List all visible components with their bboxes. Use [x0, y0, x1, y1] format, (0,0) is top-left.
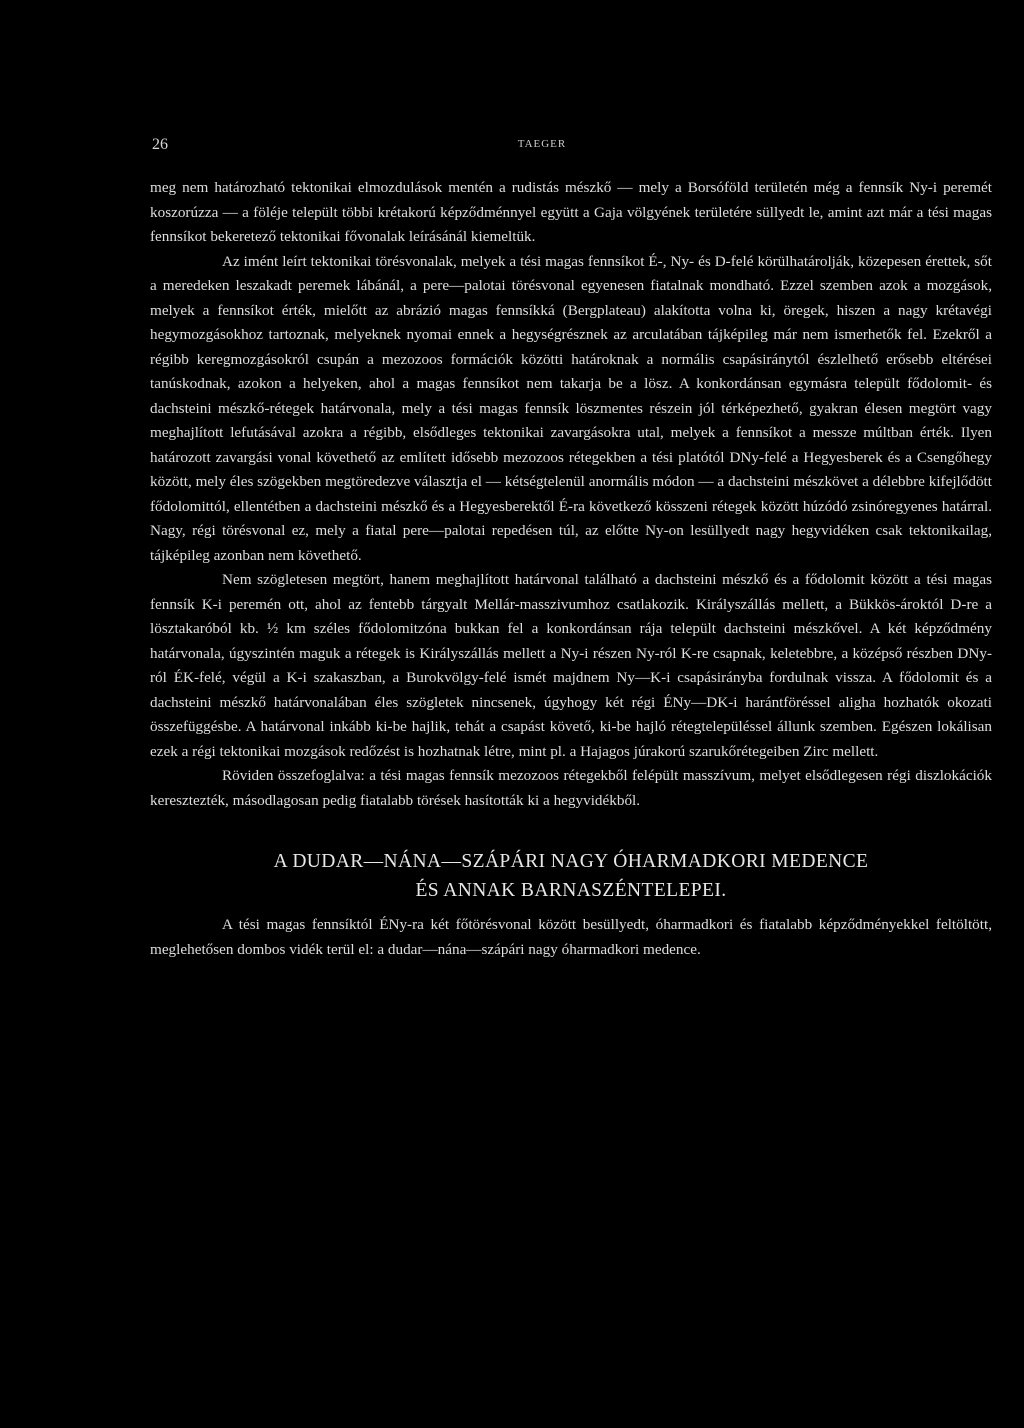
section-heading	[150, 813, 992, 913]
page-number: 26	[152, 136, 168, 153]
section-paragraph: A tési magas fennsíktól ÉNy-ra két főtörésvonal között besüllyedt, óharmadkori és fiatalabb képződményekkel feltöltött, meglehetősen dombos vidék terül el: a dudar—nána—szápári nagy óharmadkori medence.	[150, 916, 992, 958]
paragraph-4: Röviden összefoglalva: a tési magas fennsík mezozoos rétegekből felépült masszívum, melyet elsődlegesen régi diszlokációk keresztezték, másodlagosan pedig fiatalabb törések hasították ki a hegyvidékből.	[150, 767, 992, 809]
paragraph-1: meg nem határozható tektonikai elmozdulások mentén a rudistás mészkő — mely a Borsóföld területén még a fennsík Ny-i peremét koszorúzza — a föléje települt többi krétakorú képződménnyel együtt a Gaja völgyének területére süllyedt le, amint azt már a tési magas fennsíkot bekeretező tektonikai fővonalak leírásánál kiemeltük.	[150, 179, 992, 245]
running-title: TAEGER	[517, 138, 567, 150]
paragraph-3: Nem szögletesen megtört, hanem meghajlított határvonal található a dachsteini mészkő és a fődolomit között a tési magas fennsík K-i peremén ott, ahol az fentebb tárgyalt Mellár-masszivumhoz csatlakozik. Királyszállás mellett, a Bükkös-ároktól D-re a lösztakaróból kb. ½ km széles fődolomitzóna bukkan fel a konkordánsan rája települt dachsteini mészkővel. A két képződmény határvonala, úgyszintén maguk a rétegek is Királyszállás mellett a Ny-i részen Ny-ról K-re csapnak, keletebbre, a középső részben DNy-ról ÉK-felé, végül a K-i szakaszban, a Burokvölgy-felé ismét majdnem Ny—K-i csapásirányba fordulnak vissza. A fődolomit és a dachsteini mészkő határvonalában éles szögletek nincsenek, úgyhogy két régi ÉNy—DK-i harántföréssel aligha hozhatók okozati összefüggésbe. A határvonal inkább ki-be hajlik, tehát a csapást követő, ki-be hajló rétegtelepüléssel állunk szemben. Egészen lokálisan ezek a régi tektonikai mozgások redőzést is hozhatnak létre, mint pl. a Hajagos júrakorú szarukőrétegeiben Zirc mellett.	[150, 571, 992, 760]
paragraph-2: Az imént leírt tektonikai törésvonalak, melyek a tési magas fennsíkot É-, Ny- és D-felé körülhatárolják, közepesen érettek, sőt a meredeken leszakadt peremek lábánál, a pere—palotai törésvonal egyenesen fiatalnak mondható. Ezzel szemben azok a mozgások, melyek a fennsíkot érték, mielőtt az abrázió magas fennsíkká (Bergplateau) alakította volna ki, öregek, hiszen a nagy krétavégi hegymozgásokhoz tartoznak, melyeknek nyomai ennek a hegységrésznek az arculatában tájképileg már nem ismerhetők fel. Ezekről a régibb keregmozgásokról csupán a mezozoos formációk közötti határoknak a normális csapásiránytól észlelhető erősebb eltérései tanúskodnak, azokon a helyeken, ahol a magas fennsíkot nem takarja be a lösz. A konkordánsan egymásra települt fődolomit- és dachsteini mészkő-rétegek határvonala, mely a tési magas fennsík löszmentes részein jól térképezhető, gyakran élesen megtört vagy meghajlított lefutásával azokra a régibb, elsődleges tektonikai zavargásokra utal, melyek a fennsíkot a messze múltban érték. Ilyen határozott zavargási vonal követhető az említett idősebb mezozoos rétegekben a tési platótól DNy-felé a Hegyesberek és a Csengőhegy között, mely éles szögekben megtöredezve választja el — kétségtelenül anormális módon — a dachsteini mészkövet a délebbre kifejlődött fődolomittól, ellentétben a dachsteini mészkő és a Hegyesberektől É-ra következő kösszeni rétegek között húzódó zsinóregyenes határral. Nagy, régi törésvonal ez, mely a fiatal pere—palotai repedésen túl, az előtte Ny-on lesüllyedt nagy hegyvidéken csak tektonikailag, tájképileg azonban nem követhető.	[150, 252, 992, 564]
running-head	[152, 136, 992, 160]
section-heading-line-2: ÉS ANNAK BARNASZÉNTELEPEI.	[415, 880, 727, 901]
body-text	[150, 176, 992, 962]
section-heading-line-1: A DUDAR—NÁNA—SZÁPÁRI NAGY ÓHARMADKORI MEDENCE	[273, 851, 869, 872]
